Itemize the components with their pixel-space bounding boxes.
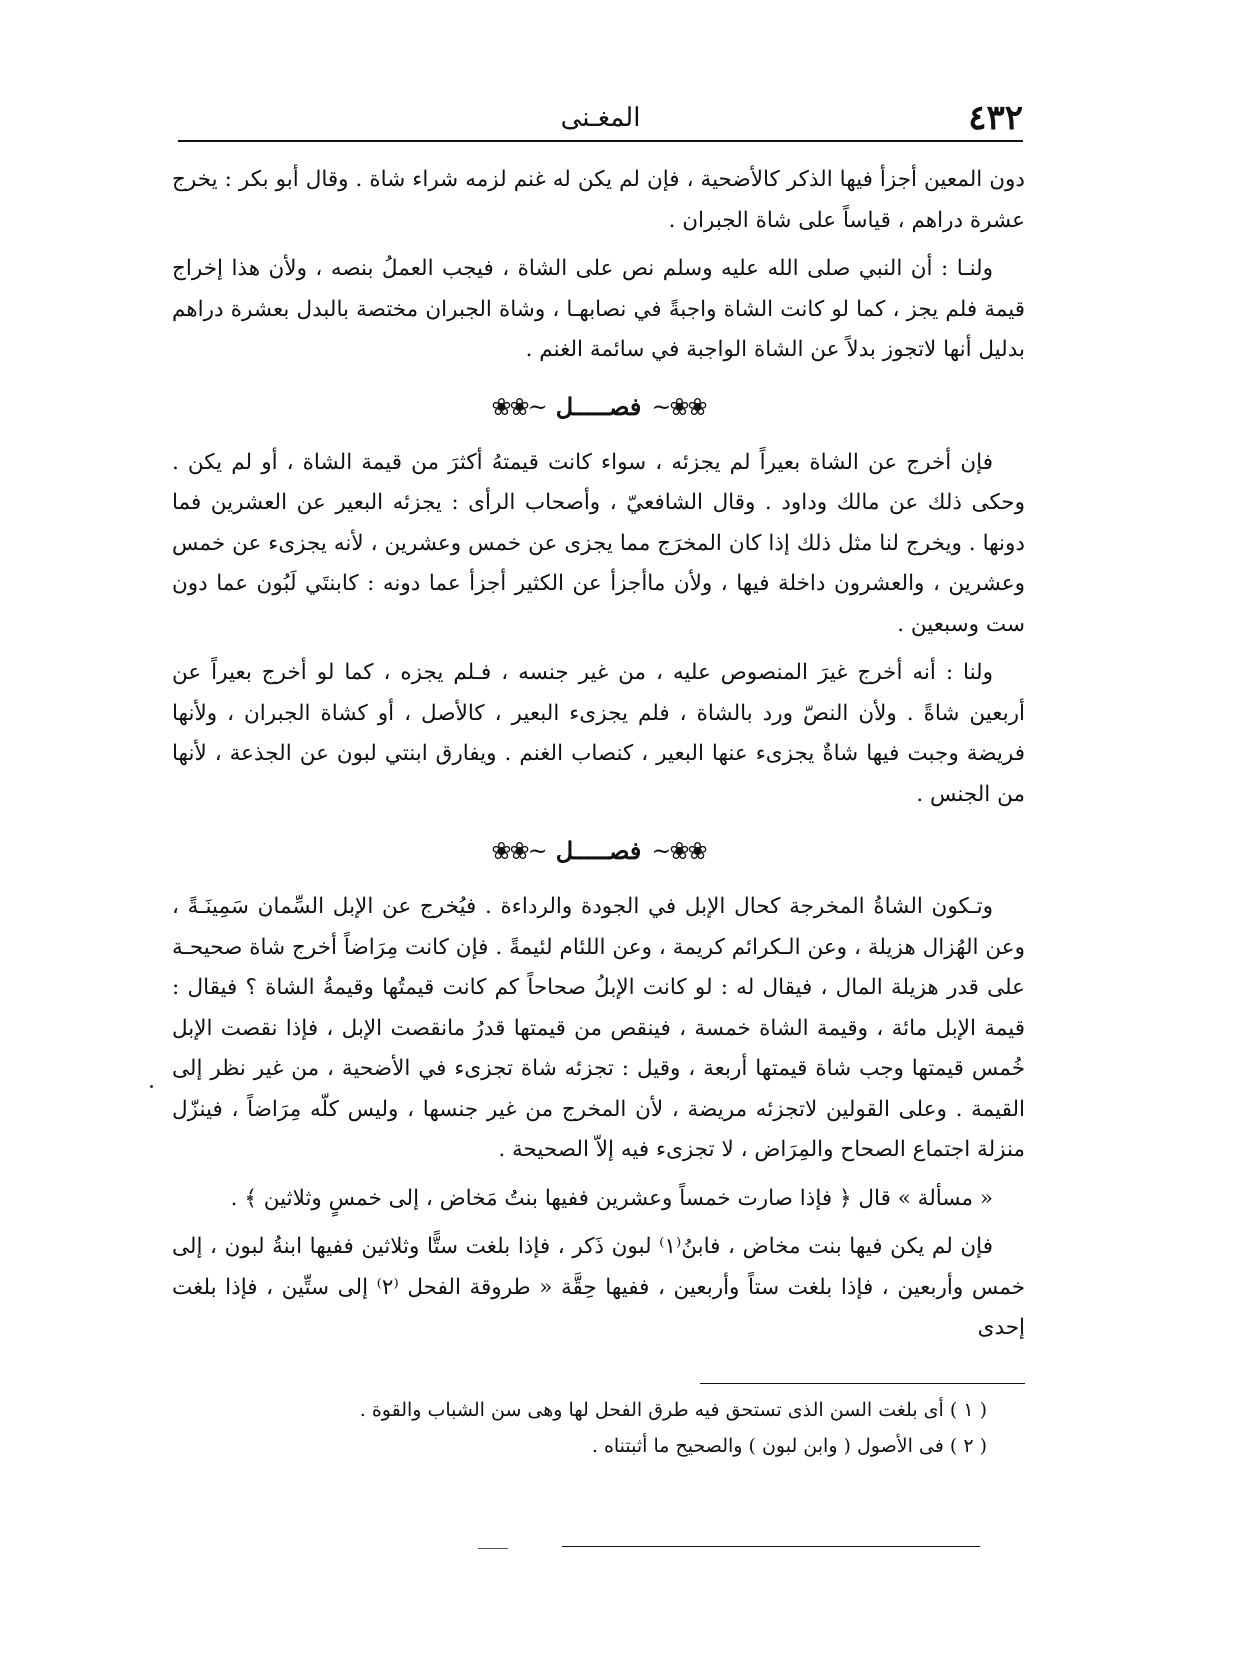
section-label: فصـــــل [555, 836, 642, 865]
scan-speck [150, 1085, 153, 1088]
section-heading [172, 379, 1025, 435]
paragraph: دون المعين أجزأ فيها الذكر كالأضحية ، فإن لم يكن له غنم لزمه شراء شاة . وقال أبو بكر : يخرج عشرة دراهم ، قياساً على شاة الجبران . [172, 167, 1025, 233]
footnote: ( ١ ) أى بلغت السن الذى تستحق فيه طرق الفحل لها وهى سن الشباب والقوة . [359, 1399, 987, 1421]
paragraph: فإن لم يكن فيها بنت مخاض ، فابنُ⁽١⁾ لبون ذَكر ، فإذا بلغت ستًّا وثلاثين ففيها ابنةُ لبون ، إلى خمس وأربعين ، فإذا بلغت ستاً وأربعين ، ففيها حِقَّة « طروقة الفحل ⁽٢⁾ إلى ستِّين ، فإذا بلغت إحدى [172, 1234, 1025, 1340]
section-heading [172, 823, 1025, 879]
ornament-icon: ~❀❀ [491, 837, 546, 865]
paragraph: فإن أخرج عن الشاة بعيراً لم يجزئه ، سواء كانت قيمتهُ أكثرَ من قيمة الشاة ، أو لم يكن . وحكى ذلك عن مالك وداود . وقال الشافعيّ ، وأصحاب الرأى : يجزئه البعير عن العشرين فما دونها . ويخرج لنا مثل ذلك إذا كان المخرَج مما يجزى عن خمس وعشرين ، لأنه يجزىء عن خمس وعشرين ، والعشرون داخلة فيها ، ولأن ماأجزأ عن الكثير أجزأ عما دونه : كابنتَي لَبُون عما دون ست وسبعين . [172, 449, 1025, 637]
body-text [172, 160, 1025, 1357]
ornament-icon: ~❀❀ [491, 392, 546, 421]
header-rule [178, 140, 1023, 142]
section-label: فصـــــل [555, 391, 642, 421]
ornament-icon: ❀❀~ [651, 392, 706, 421]
footnote: ( ٢ ) فى الأصول ( وابن لبون ) والصحيح ما أثبتناه . [591, 1435, 987, 1457]
footnote-rule [700, 1383, 1025, 1384]
paragraph: ولنا : أنه أخرج غيرَ المنصوص عليه ، من غير جنسه ، فـلم يجزه ، كما لو أخرج بعيراً عن أربعين شاةً . ولأن النصّ ورد بالشاة ، فلم يجزىء البعير ، كالأصل ، أو كشاة الجبران ، ولأنها فريضة وجبت فيها شاةٌ يجزىء عنها البعير ، كنصاب الغنم . ويفارق ابنتي لبون عن الجذعة ، لأنها من الجنس . [172, 660, 1025, 807]
footnotes [172, 1392, 1025, 1464]
paragraph: ولنـا : أن النبي صلى الله عليه وسلم نص على الشاة ، فيجب العملُ بنصه ، ولأن هذا إخراج قيمة فلم يجز ، كما لو كانت الشاة واجبةً في نصابهـا ، وشاة الجبران مختصة بالبدل بعشرة دراهم بدليل أنها لاتجوز بدلاً عن الشاة الواجبة في سائمة الغنم . [172, 256, 1025, 362]
paragraph: وتـكون الشاةُ المخرجة كحال الإبل في الجودة والرداءة . فيُخرج عن الإبل السِّمان سَمِينَـةً ، وعن الهُزال هزيلة ، وعن الـكرائم كريمة ، وعن اللئام لئيمةً . فإن كانت مِرَاضاً أخرج شاة صحيحـة على قدر هزيلة المال ، فيقال له : لو كانت الإبلُ صحاحاً كم كانت قيمتُها وقيمةُ الشاة ؟ فيقال : قيمة الإبل مائة ، وقيمة الشاة خمسة ، فينقص من قيمتها قدرُ مانقصت الإبل ، فإذا نقصت الإبل خُمس قيمتها وجب شاة قيمتها أربعة ، وقيل : تجزئه شاة تجزىء في الأضحية ، من غير نظر إلى القيمة . وعلى القولين لاتجزئه مريضة ، لأن المخرج من غير جنسها ، وليس كلّه مِرَاضاً ، فينزّل منزلة اجتماع الصحاح والمِرَاض ، لا تجزىء فيه إلاّ الصحيحة . [172, 894, 1025, 1162]
ornament-icon: ❀❀~ [651, 837, 706, 865]
page-number: ٤٣٢ [968, 98, 1023, 138]
bottom-dash [478, 1548, 508, 1549]
running-header [178, 98, 1023, 142]
masala-paragraph: « مسألة » قال ﴿ فإذا صارت خمساً وعشرين ففيها بنتُ مَخاض ، إلى خمسٍ وثلاثين ﴾ . [230, 1185, 993, 1211]
running-title: المغـنى [560, 103, 641, 133]
bottom-rule [562, 1546, 980, 1547]
